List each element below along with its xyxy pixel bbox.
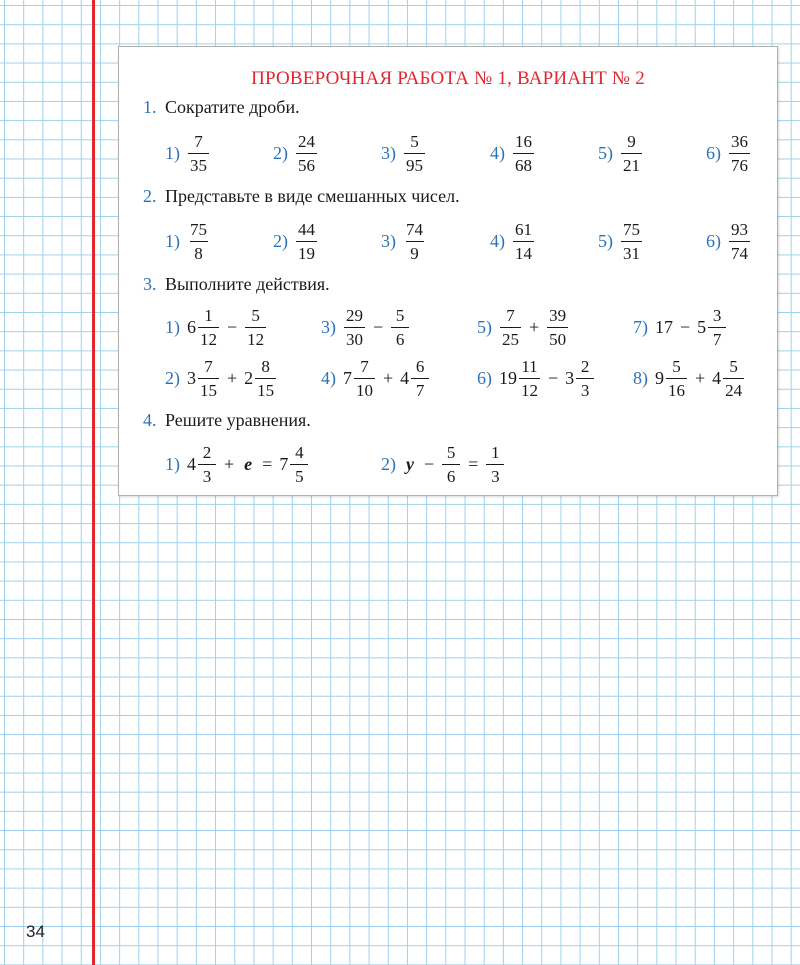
task-text: Представьте в виде смешанных чисел. [165, 186, 460, 206]
task-3-item-1: 1) 6 $\frac{1}{12}$ − $\frac{5}{12}$ [165, 305, 265, 349]
task-3-item-4: 4) 7 $\frac{7}{10}$ + 4 $\frac{6}{7}$ [321, 358, 430, 398]
task-3-heading [143, 274, 330, 295]
task-1-item-3: 3) $\frac{5}{95}$ [381, 131, 423, 175]
task-number: 2. [143, 186, 157, 206]
task-4-item-1: 1) 4 $\frac{2}{3}$ + e = 7 $\frac{4}{5}$ [165, 444, 309, 484]
task-text: Выполните действия. [165, 274, 330, 294]
task-4-item-2: 2) y − $\frac{5}{6}$ = $\frac{1}{3}$ [381, 444, 505, 484]
task-1-item-6: 6) $\frac{36}{76}$ [706, 131, 748, 175]
task-1-item-4: 4) $\frac{16}{68}$ [490, 131, 532, 175]
task-1-item-5: 5) $\frac{9}{21}$ [598, 131, 640, 175]
task-2-item-1: 1) $\frac{75}{8}$ [165, 219, 207, 263]
task-2-item-6: 6) $\frac{93}{74}$ [706, 219, 748, 263]
task-3-item-7: 7) 17 − 5 $\frac{3}{7}$ [633, 307, 727, 347]
task-number: 4. [143, 410, 157, 430]
page-number: 34 [26, 922, 45, 941]
task-3-item-6: 6) 19 $\frac{11}{12}$ − 3 $\frac{2}{3}$ [477, 358, 595, 398]
task-3-item-5: 5) $\frac{7}{25}$ + $\frac{39}{50}$ [477, 305, 567, 349]
task-2-item-3: 3) $\frac{74}{9}$ [381, 219, 423, 263]
task-number: 1. [143, 97, 157, 117]
test-title: ПРОВЕРОЧНАЯ РАБОТА № 1, ВАРИАНТ № 2 [251, 68, 645, 89]
task-2-item-4: 4) $\frac{61}{14}$ [490, 219, 532, 263]
test-card [118, 46, 778, 496]
task-3-item-8: 8) 9 $\frac{5}{16}$ + 4 $\frac{5}{24}$ [633, 356, 743, 400]
task-text: Решите уравнения. [165, 410, 311, 430]
task-2-heading [143, 186, 460, 207]
task-3-item-2: 2) 3 $\frac{7}{15}$ + 2 $\frac{8}{15}$ [165, 356, 275, 400]
task-text: Сократите дроби. [165, 97, 300, 117]
task-number: 3. [143, 274, 157, 294]
margin-line [92, 0, 95, 965]
task-3-item-3: 3) $\frac{29}{30}$ − $\frac{5}{6}$ [321, 307, 410, 347]
task-4-heading [143, 410, 311, 431]
task-1-item-1: 1) $\frac{7}{35}$ [165, 131, 207, 175]
task-2-item-5: 5) $\frac{75}{31}$ [598, 219, 640, 263]
task-2-item-2: 2) $\frac{44}{19}$ [273, 219, 315, 263]
task-1-item-2: 2) $\frac{24}{56}$ [273, 131, 315, 175]
task-1-heading [143, 97, 300, 118]
